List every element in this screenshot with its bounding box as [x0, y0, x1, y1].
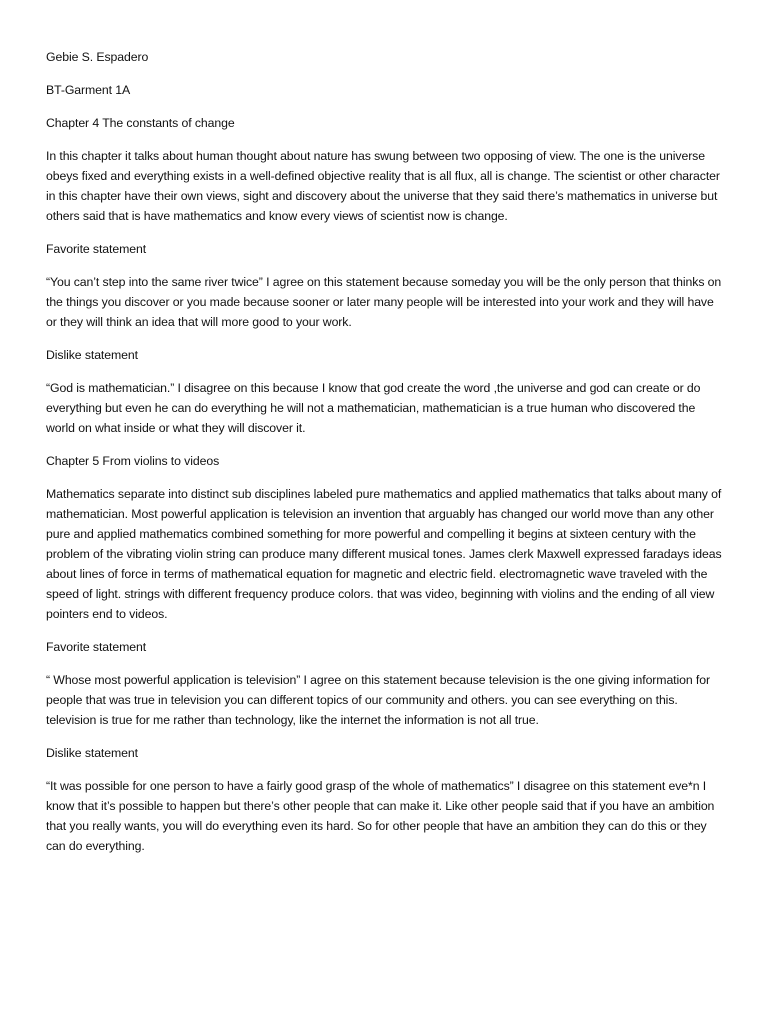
- chapter5-favorite-text: “ Whose most powerful application is television” I agree on this statement because television is the one giving information for people that was true in television you can different topics of our community and others. you can see everything on this. television is true for me rather than technology, like the internet the information is not all true.: [46, 673, 710, 727]
- author-name: Gebie S. Espadero: [46, 50, 149, 64]
- chapter4-heading: Chapter 4 The constants of change: [46, 116, 235, 130]
- chapter4-summary: In this chapter it talks about human thought about nature has swung between two opposing of view. The one is the universe obeys fixed and everything exists in a well-defined objective reality that is all flux, all is change. The scientist or other character in this chapter have their own views, sight and discovery about the universe that they said there’s mathematics in universe but others said that is have mathematics and know every views of scientist now is change.: [46, 149, 720, 223]
- chapter4-favorite-label: Favorite statement: [46, 242, 147, 256]
- chapter4-dislike-text: “God is mathematician.” I disagree on this because I know that god create the word ,the universe and god can create or do everything but even he can do everything he will not a mathematician, mathematician is a true human who discovered the world on what inside or what they will discover it.: [46, 381, 701, 435]
- chapter5-heading: Chapter 5 From violins to videos: [46, 454, 220, 468]
- document-body: [46, 47, 722, 869]
- chapter4-dislike-label: Dislike statement: [46, 348, 138, 362]
- chapter5-favorite-label: Favorite statement: [46, 640, 147, 654]
- chapter4-favorite-text: “You can’t step into the same river twice” I agree on this statement because someday you will be the only person that thinks on the things you discover or you made because sooner or later many people will be interested into your work and they will have or they will think an idea that will more good to your work.: [46, 275, 722, 329]
- chapter5-dislike-label: Dislike statement: [46, 746, 138, 760]
- class-section: BT-Garment 1A: [46, 83, 131, 97]
- chapter5-dislike-text: “It was possible for one person to have a fairly good grasp of the whole of mathematics” I disagree on this statement eve*n I know that it’s possible to happen but there’s other people that can make it. Like other people said that if you have an ambition that you really wants, you will do everything even its hard. So for other people that have an ambition they can do this or they can do everything.: [46, 779, 715, 853]
- chapter5-summary: Mathematics separate into distinct sub disciplines labeled pure mathematics and applied mathematics that talks about many of mathematician. Most powerful application is television an invention that arguably has changed our world move than any other pure and applied mathematics combined something for more powerful and compelling it begins at sixteen century with the problem of the vibrating violin string can produce many different musical tones. James clerk Maxwell expressed faradays ideas about lines of force in terms of mathematical equation for magnetic and electric field. electromagnetic wave traveled with the speed of light. strings with different frequency produce colors. that was video, beginning with violins and the ending of all view pointers end to videos.: [46, 487, 722, 621]
